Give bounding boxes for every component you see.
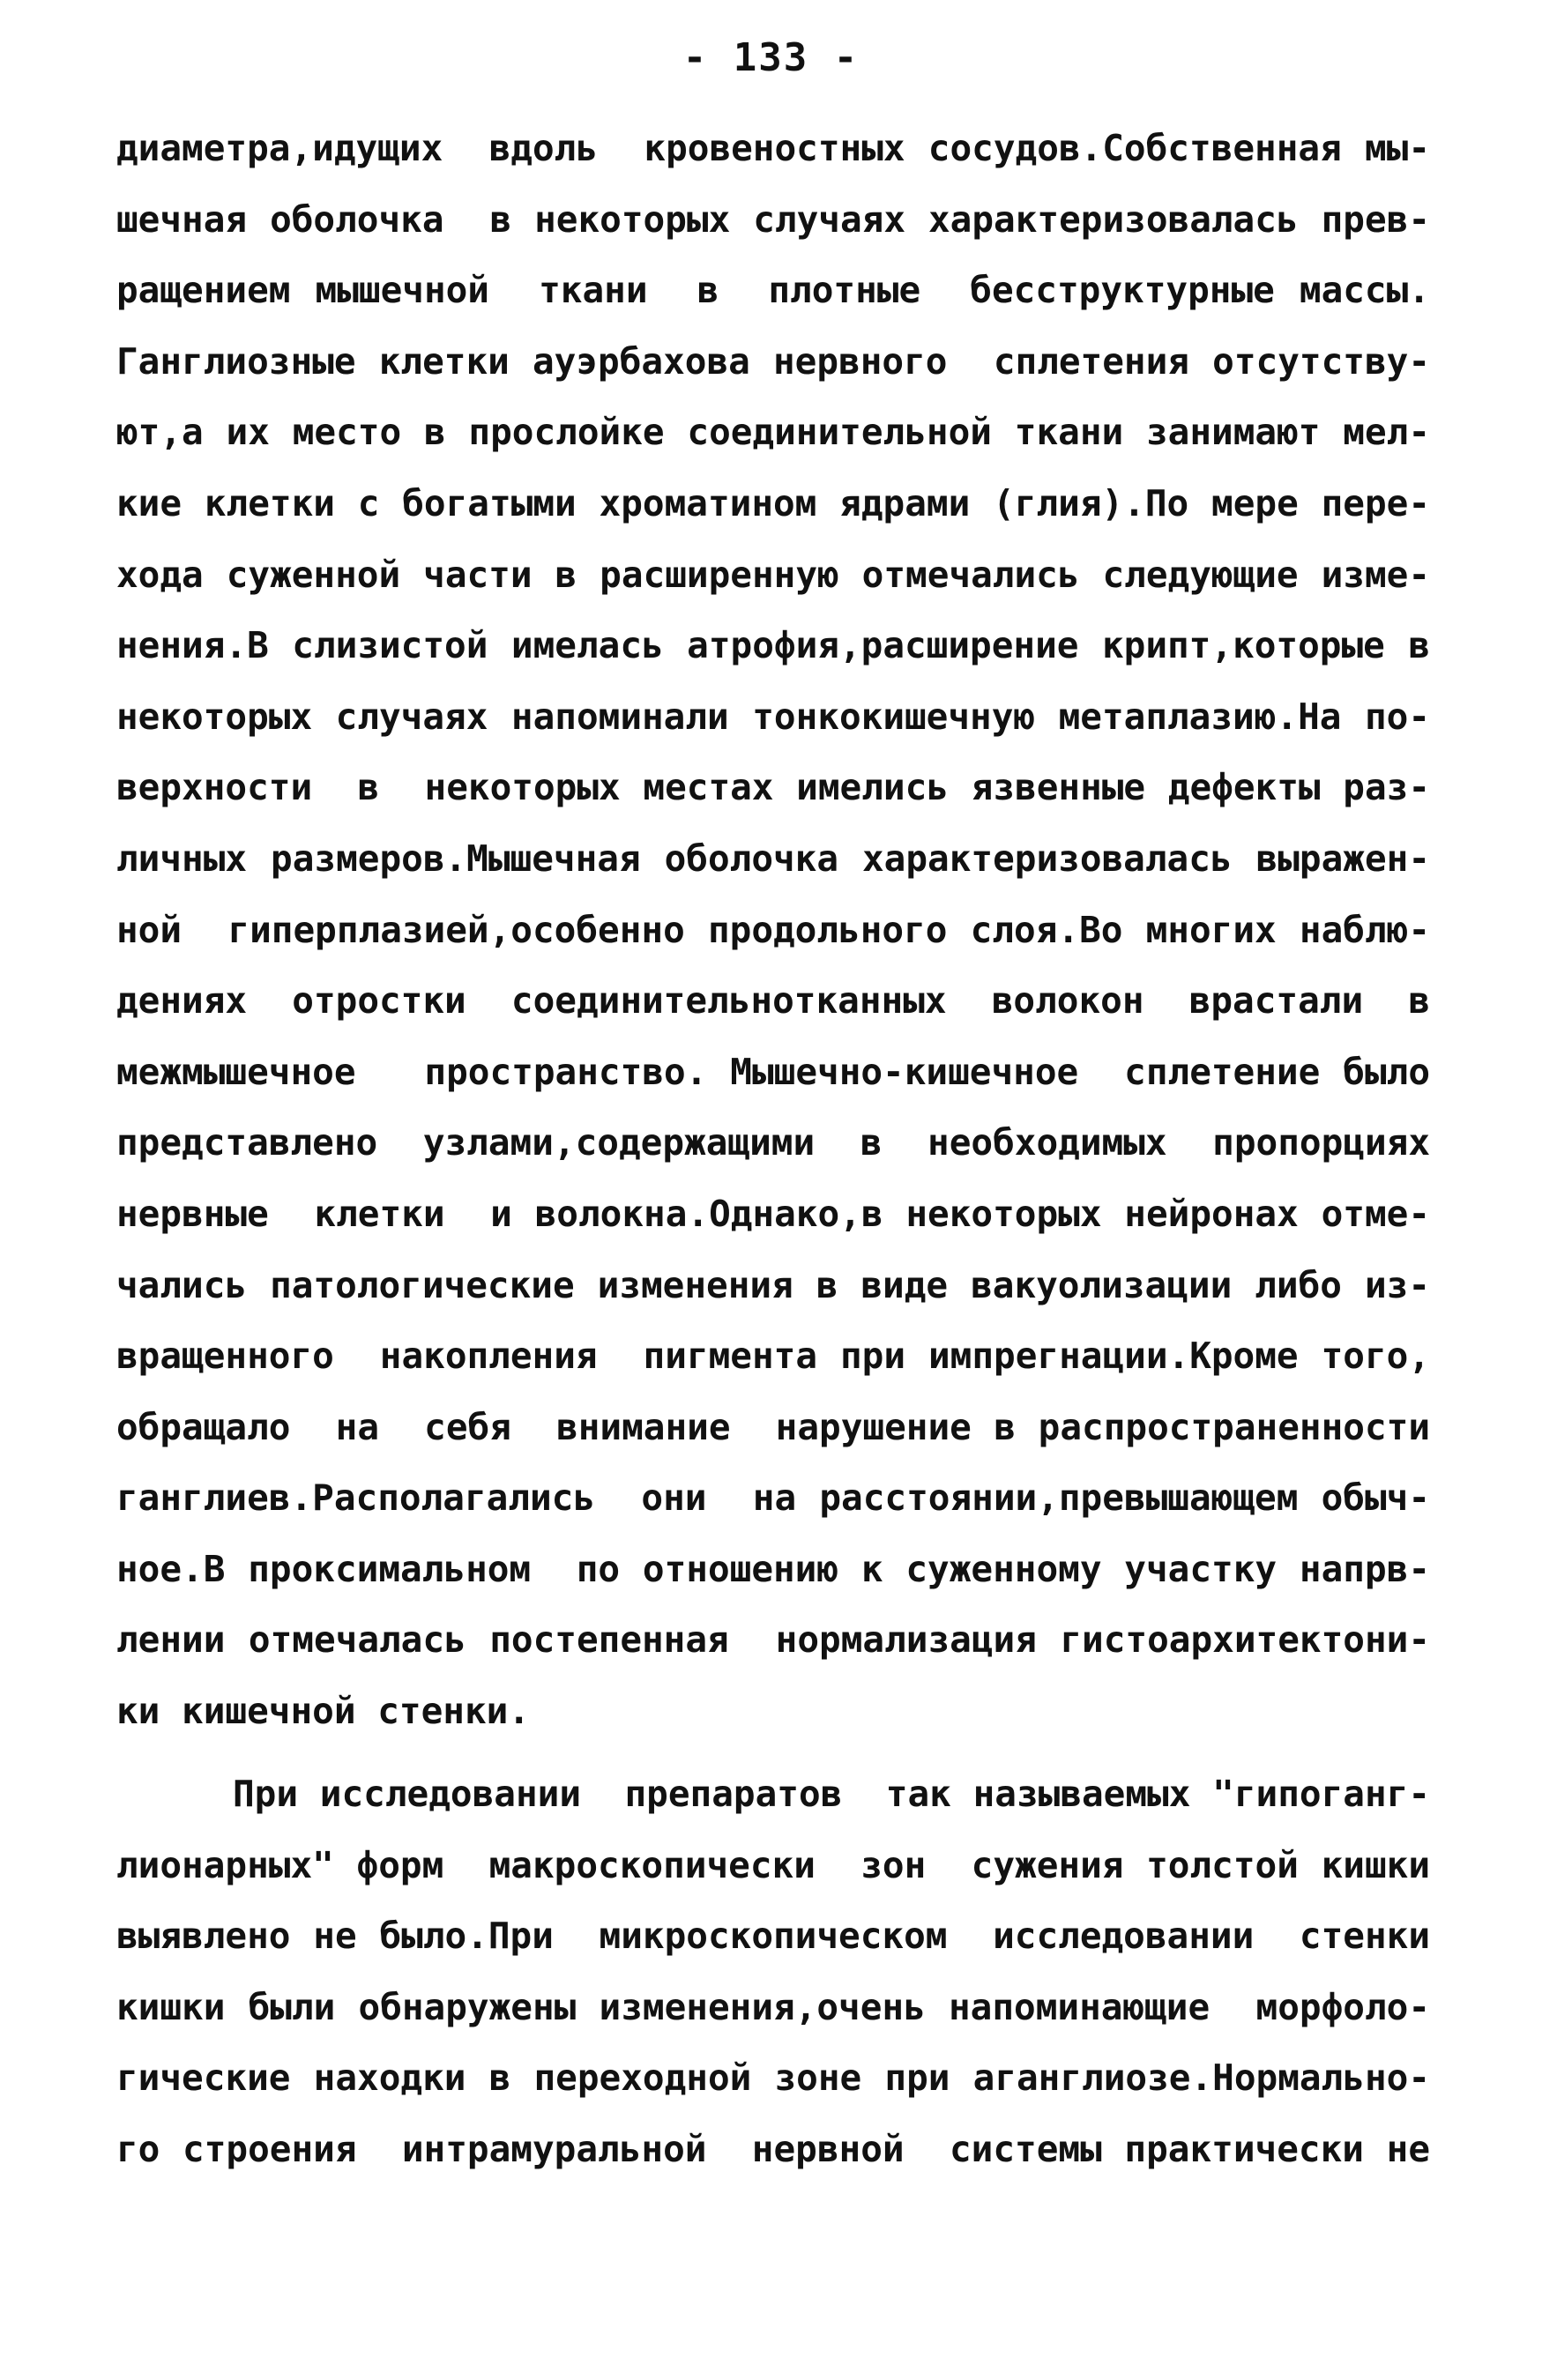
- text-line: гические находки в переходной зоне при аганглиозе.Нормально-: [116, 2056, 1430, 2100]
- text-line: ют,а их место в прослойке соединительной ткани занимают мел-: [116, 411, 1430, 454]
- text-line: представлено узлами,содержащими в необходимых пропорциях: [116, 1121, 1430, 1164]
- text-line: лении отмечалась постепенная нормализация гистоархитектони-: [116, 1618, 1430, 1662]
- text-line: хода суженной части в расширенную отмечались следующие изме-: [116, 553, 1430, 596]
- text-line: ращением мышечной ткани в плотные бесструктурные массы.: [116, 269, 1430, 312]
- text-line: кие клетки с богатыми хроматином ядрами (глия).По мере пере-: [116, 481, 1430, 524]
- text-line: выявлено не было.При микроскопическом исследовании стенки: [116, 1915, 1430, 1958]
- text-line: ки кишечной стенки.: [116, 1690, 530, 1733]
- page-number: - 133 -: [682, 35, 860, 80]
- text-line: чались патологические изменения в виде вакуолизации либо из-: [116, 1263, 1430, 1306]
- text-line: ной гиперплазией,особенно продольного слоя.Во многих наблю-: [116, 908, 1430, 951]
- text-line: нервные клетки и волокна.Однако,в некоторых нейронах отме-: [116, 1192, 1430, 1235]
- text-line: межмышечное пространство. Мышечно-кишечное сплетение было: [116, 1050, 1430, 1093]
- text-line: го строения интрамуральной нервной системы практически не: [116, 2127, 1430, 2170]
- text-line: обращало на себя внимание нарушение в распространенности: [116, 1405, 1430, 1448]
- paragraph-2: [116, 1759, 1430, 2185]
- text-line: некоторых случаях напоминали тонкокишечную метаплазию.На по-: [116, 695, 1430, 738]
- text-line: верхности в некоторых местах имелись язвенные дефекты раз-: [116, 766, 1430, 809]
- text-line: ное.В проксимальном по отношению к суженному участку напрв-: [116, 1547, 1430, 1590]
- text-line: вращенного накопления пигмента при импрегнации.Кроме того,: [116, 1335, 1430, 1378]
- text-line: личных размеров.Мышечная оболочка характеризовалась выражен-: [116, 837, 1430, 880]
- text-line: Ганглиозные клетки ауэрбахова нервного сплетения отсутству-: [116, 339, 1430, 383]
- text-line: шечная оболочка в некоторых случаях характеризовалась прев-: [116, 197, 1430, 241]
- text-line: диаметра,идущих вдоль кровеностных сосудов.Собственная мы-: [116, 127, 1430, 169]
- paragraph-1: [116, 113, 1430, 1747]
- text-line: ганглиев.Располагались они на расстоянии,превышающем обыч-: [116, 1476, 1430, 1520]
- text-line: При исследовании препаратов так называемых "гипоганг-: [233, 1773, 1430, 1815]
- text-line: нения.В слизистой имелась атрофия,расширение крипт,которые в: [116, 624, 1430, 667]
- text-line: кишки были обнаружены изменения,очень напоминающие морфоло-: [116, 1985, 1430, 2028]
- text-line: дениях отростки соединительнотканных волокон врастали в: [116, 979, 1430, 1023]
- text-line: лионарных" форм макроскопически зон сужения толстой кишки: [116, 1843, 1430, 1886]
